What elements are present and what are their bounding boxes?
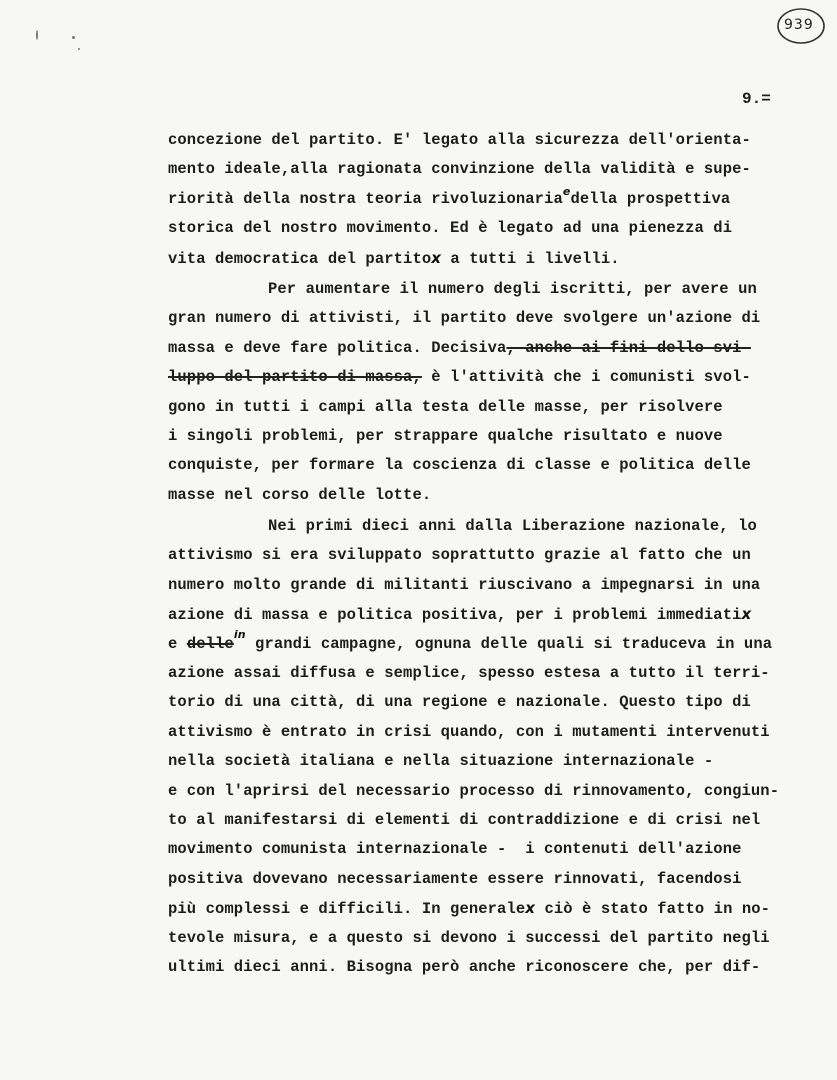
cross-mark: x (431, 248, 442, 267)
text-segment: vita democratica del partito (168, 249, 432, 268)
text-line: Per aumentare il numero degli iscritti, per avere un (268, 279, 757, 298)
text-line: mento ideale,alla ragionata convinzione della validità e supe- (168, 160, 751, 179)
text-line: azione assai diffusa e semplice, spesso estesa a tutto il terri- (168, 664, 770, 683)
text-line: gran numero di attivisti, il partito deve svolgere un'azione di (168, 309, 761, 328)
text-line (168, 244, 808, 273)
text-line (168, 185, 808, 214)
text-segment: grandi campagne, ognuna delle quali si traduceva in una (245, 634, 773, 653)
text-line: torio di una città, di una regione e nazionale. Questo tipo di (168, 693, 751, 712)
text-line (168, 363, 808, 392)
text-line: conquiste, per formare la coscienza di classe e politica delle (168, 456, 751, 475)
text-segment: a tutti i livelli. (441, 249, 620, 268)
archive-number-text: 939 (784, 17, 814, 33)
scan-speck (36, 30, 38, 40)
text-line: nella società italiana e nella situazione internazionale - (168, 752, 714, 771)
text-line: attivismo è entrato in crisi quando, con i mutamenti intervenuti (168, 722, 770, 741)
struck-text: delle (186, 634, 234, 653)
text-segment: ciò è stato fatto in no- (535, 900, 771, 919)
text-segment: più complessi e difficili. In generale (168, 900, 526, 919)
text-line: movimento comunista internazionale - i contenuti dell'azione (168, 840, 742, 859)
text-line: masse nel corso delle lotte. (168, 485, 432, 504)
struck-text: luppo del partito di massa, (168, 368, 422, 387)
struck-text: , anche ai fini dello svi- (506, 338, 751, 357)
text-line (168, 627, 808, 659)
scan-speck (78, 48, 80, 50)
text-line: e con l'aprirsi del necessario processo di rinnovamento, congiun- (168, 781, 780, 800)
text-line: attivismo si era sviluppato soprattutto grazie al fatto che un (168, 546, 751, 565)
text-line: concezione del partito. E' legato alla sicurezza dell'orienta- (168, 131, 751, 149)
text-segment: azione di massa e politica positiva, per i problemi immediati (168, 606, 742, 625)
insertion-mark: in (233, 627, 246, 641)
typed-body (168, 126, 808, 982)
text-segment: massa e deve fare politica. Decisiva (168, 338, 507, 357)
text-line: storica del nostro movimento. Ed è legato ad una pienezza di (168, 219, 733, 238)
cross-mark: x (741, 605, 752, 624)
text-line: numero molto grande di militanti riuscivano a impegnarsi in una (168, 575, 761, 594)
text-line: gono in tutti i campi alla testa delle masse, per risolvere (168, 397, 723, 416)
text-line: to al manifestarsi di elementi di contraddizione e di crisi nel (168, 810, 761, 829)
text-line: ultimi dieci anni. Bisogna però anche riconoscere che, per dif- (168, 957, 761, 976)
text-segment: e (168, 634, 187, 653)
text-line: Nei primi dieci anni dalla Liberazione nazionale, lo (268, 517, 757, 536)
text-line (168, 894, 808, 923)
archive-stamp (775, 6, 827, 46)
insertion-mark: e (562, 184, 571, 198)
text-segment: è l'attività che i comunisti svol- (421, 368, 751, 387)
scan-speck (72, 36, 75, 39)
text-line: positiva dovevano necessariamente essere rinnovati, facendosi (168, 869, 742, 888)
text-line: tevole misura, e a questo si devono i successi del partito negli (168, 928, 770, 947)
cross-mark: x (525, 899, 536, 918)
text-segment: della prospettiva (570, 189, 731, 208)
text-line (168, 334, 808, 363)
page-number: 9.= (742, 90, 771, 108)
text-line (168, 600, 808, 629)
text-line: i singoli problemi, per strappare qualche risultato e nuove (168, 426, 723, 445)
text-segment: riorità della nostra teoria rivoluzionaria (168, 189, 563, 208)
